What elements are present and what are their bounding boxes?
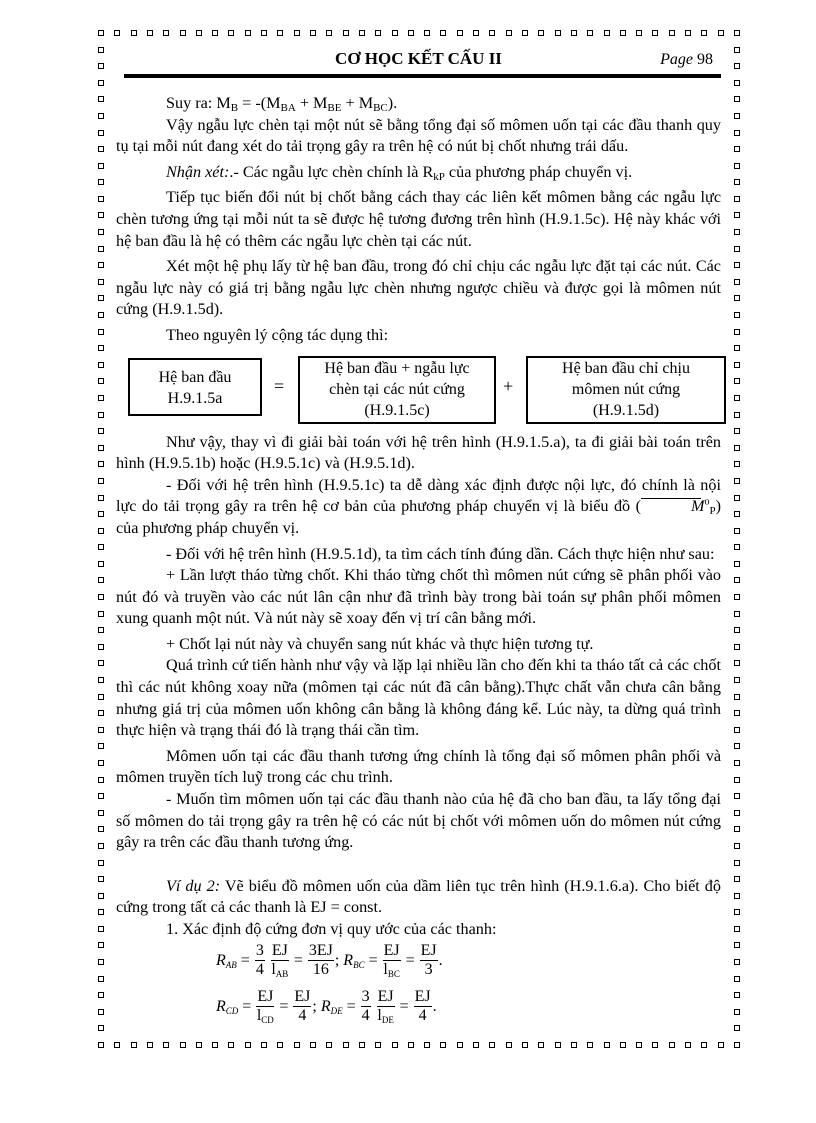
header-rule	[124, 74, 721, 78]
border-dot	[98, 312, 104, 318]
border-dot	[718, 1042, 724, 1048]
border-dot	[163, 30, 169, 36]
border-dot	[734, 312, 740, 318]
paragraph-remark: Nhận xét:.- Các ngẫu lực chèn chính là $R_{kP}$ của phương pháp chuyển vị.	[166, 162, 633, 183]
border-dot	[98, 627, 104, 633]
border-dot	[392, 30, 398, 36]
border-dot	[604, 30, 610, 36]
border-dot	[734, 727, 740, 733]
border-dot	[587, 30, 593, 36]
page-label: Page	[660, 51, 693, 68]
border-dot	[98, 63, 104, 69]
border-dot	[310, 30, 316, 36]
border-dot	[212, 30, 218, 36]
superposition-diagram	[116, 356, 721, 426]
border-dot	[212, 1042, 218, 1048]
border-dot	[424, 1042, 430, 1048]
border-dot	[734, 428, 740, 434]
border-dot	[98, 561, 104, 567]
border-dot	[734, 561, 740, 567]
border-dot	[555, 30, 561, 36]
border-dot	[734, 212, 740, 218]
border-dot	[457, 1042, 463, 1048]
border-dot	[98, 528, 104, 534]
border-dot	[228, 1042, 234, 1048]
border-dot	[734, 826, 740, 832]
border-dot	[98, 279, 104, 285]
border-dot	[326, 1042, 332, 1048]
border-dot	[114, 30, 120, 36]
border-dot	[98, 942, 104, 948]
border-dot	[98, 246, 104, 252]
border-dot	[98, 760, 104, 766]
border-dot	[98, 959, 104, 965]
border-dot	[587, 1042, 593, 1048]
border-dot	[98, 1025, 104, 1031]
border-dot	[98, 30, 104, 36]
border-dot	[734, 611, 740, 617]
paragraph-example-2: Ví dụ 2: Vẽ biểu đồ mômen uốn của dầm liên tục trên hình (H.9.1.6.a). Cho biết độ cứng trong tất cả các thanh là EJ = const.	[116, 876, 721, 917]
border-dot	[636, 30, 642, 36]
border-dot	[734, 445, 740, 451]
border-dot	[114, 1042, 120, 1048]
page-number-value: 98	[697, 51, 713, 68]
border-dot	[98, 179, 104, 185]
border-dot	[489, 30, 495, 36]
border-dot	[98, 229, 104, 235]
border-dot	[734, 412, 740, 418]
equals-sign: =	[274, 375, 285, 396]
border-dot	[440, 30, 446, 36]
border-dot	[98, 212, 104, 218]
border-dot	[734, 146, 740, 152]
plus-sign: +	[503, 375, 514, 396]
border-dot	[98, 544, 104, 550]
border-dot	[98, 329, 104, 335]
border-dot	[701, 1042, 707, 1048]
border-dot	[98, 196, 104, 202]
border-dot	[98, 478, 104, 484]
border-dot	[734, 976, 740, 982]
paragraph-release-locks: + Lần lượt tháo từng chốt. Khi tháo từng chốt thì mômen nút cứng sẽ phân phối vào nút đó và truyền vào các nút lân cận như đã trình bày trong bài toán sự phân phối mômen xung quanh một nút. Và nút này sẽ xoay đến vị trí cân bằng mới.	[116, 566, 721, 628]
border-dot	[98, 495, 104, 501]
border-dot	[734, 710, 740, 716]
border-dot	[652, 1042, 658, 1048]
border-dot	[473, 1042, 479, 1048]
border-dot	[375, 30, 381, 36]
border-dot	[147, 30, 153, 36]
border-dot	[277, 30, 283, 36]
border-dot	[734, 495, 740, 501]
border-dot	[734, 677, 740, 683]
border-dot	[98, 262, 104, 268]
border-dot	[734, 295, 740, 301]
border-dot	[147, 1042, 153, 1048]
border-dot	[131, 1042, 137, 1048]
border-dot	[734, 113, 740, 119]
border-dot	[734, 1009, 740, 1015]
border-dot	[734, 63, 740, 69]
border-dot	[98, 577, 104, 583]
border-dot	[571, 30, 577, 36]
border-dot	[652, 30, 658, 36]
border-dot	[98, 743, 104, 749]
border-dot	[734, 926, 740, 932]
border-dot	[98, 461, 104, 467]
border-dot	[228, 30, 234, 36]
border-dot	[734, 478, 740, 484]
paragraph-moment-b: Suy ra: $M_B = -(M_{BA} + M_{BE} + M_{BC})$.	[166, 94, 398, 114]
border-dot	[98, 644, 104, 650]
page-number	[660, 49, 713, 71]
border-dot	[734, 229, 740, 235]
border-dot	[98, 611, 104, 617]
border-dot	[734, 627, 740, 633]
paragraph-auxiliary-system: Xét một hệ phụ lấy từ hệ ban đầu, trong đó chỉ chịu các ngẫu lực đặt tại các nút. Các ngẫu lực này có giá trị bằng ngẫu lực chèn nhưng ngược chiều và được gọi là mômen nút cứng (H.9.1.5d).	[116, 257, 721, 319]
border-dot	[734, 362, 740, 368]
border-dot	[571, 1042, 577, 1048]
border-dot	[734, 279, 740, 285]
paragraph-instead: Như vậy, thay vì đi giải bài toán với hệ trên hình (H.9.1.5.a), ta đi giải bài toán trên hình (H.9.5.1b) hoặc (H.9.5.1c) và (H.9.5.1d).	[116, 432, 721, 473]
border-dot	[734, 810, 740, 816]
border-dot	[506, 30, 512, 36]
border-dot	[310, 1042, 316, 1048]
border-dot	[98, 926, 104, 932]
paragraph-superposition: Theo nguyên lý cộng tác dụng thì:	[166, 325, 389, 344]
border-dot	[555, 1042, 561, 1048]
border-dot	[734, 544, 740, 550]
border-dot	[734, 345, 740, 351]
border-dot	[98, 113, 104, 119]
border-dot	[326, 30, 332, 36]
border-dot	[440, 1042, 446, 1048]
border-dot	[98, 710, 104, 716]
border-dot	[734, 793, 740, 799]
border-dot	[718, 30, 724, 36]
border-dot	[457, 30, 463, 36]
border-dot	[734, 644, 740, 650]
rigid-joint-moment-box: Hệ ban đầu chỉ chịu mômen nút cứng (H.9.1.5d)	[526, 356, 726, 424]
border-dot	[98, 909, 104, 915]
border-dot	[538, 1042, 544, 1048]
border-dot	[734, 30, 740, 36]
border-dot	[734, 96, 740, 102]
border-dot	[734, 179, 740, 185]
border-dot	[734, 876, 740, 882]
border-dot	[734, 909, 740, 915]
paragraph-transform: Tiếp tục biến đổi nút bị chốt bằng cách thay các liên kết mômen bằng các ngẫu lực chèn tương ứng tại mỗi nút ta sẽ được hệ tương đương trên hình (H.9.1.5c). Hệ này khác với hệ ban đầu là hệ có thêm các ngẫu lực chèn tại các nút.	[116, 188, 721, 250]
border-dot	[98, 677, 104, 683]
border-dot	[98, 1009, 104, 1015]
border-dot	[522, 1042, 528, 1048]
border-dot	[408, 1042, 414, 1048]
border-dot	[734, 694, 740, 700]
border-dot	[261, 30, 267, 36]
border-dot	[669, 30, 675, 36]
border-dot	[294, 1042, 300, 1048]
formula-rcd-rde: $R_{CD}$ = $\frac{EJ}{l_{CD}}$ = $\frac{EJ}{4}$ ; $R_{DE}$ = $\frac{3}{4}$ $\frac{EJ}{l_{DE}}$ = $\frac{EJ}{4}$ .	[216, 988, 437, 1026]
border-dot	[98, 295, 104, 301]
border-dot	[734, 246, 740, 252]
border-dot	[734, 196, 740, 202]
border-dot	[701, 30, 707, 36]
border-dot	[669, 1042, 675, 1048]
border-dot	[98, 810, 104, 816]
border-dot	[98, 345, 104, 351]
border-dot	[734, 942, 740, 948]
border-dot	[98, 860, 104, 866]
border-dot	[196, 30, 202, 36]
border-dot	[98, 378, 104, 384]
border-dot	[98, 594, 104, 600]
border-dot	[98, 893, 104, 899]
border-dot	[522, 30, 528, 36]
border-dot	[98, 428, 104, 434]
paragraph-system-c: - Đối với hệ trên hình (H.9.5.1c) ta dễ dàng xác định được nội lực, đó chính là nội lực do tải trọng gây ra trên hệ cơ bản của phương pháp chuyển vị là biểu đồ ( $M^o_P$) của phương pháp chuyển vị.	[116, 475, 721, 537]
border-dot	[734, 378, 740, 384]
border-dot	[489, 1042, 495, 1048]
body-text	[116, 93, 721, 1027]
border-dot	[734, 743, 740, 749]
paragraph-step-1: 1. Xác định độ cứng đơn vị quy ước của các thanh:	[166, 920, 497, 938]
border-dot	[98, 992, 104, 998]
border-dot	[98, 47, 104, 53]
border-dot	[163, 1042, 169, 1048]
border-dot	[734, 860, 740, 866]
border-dot	[734, 1025, 740, 1031]
border-dot	[734, 760, 740, 766]
border-dot	[734, 528, 740, 534]
border-dot	[359, 30, 365, 36]
border-dot	[734, 777, 740, 783]
border-dot	[98, 660, 104, 666]
border-dot	[98, 1042, 104, 1048]
border-dot	[636, 1042, 642, 1048]
border-dot	[620, 1042, 626, 1048]
border-dot	[506, 1042, 512, 1048]
border-dot	[98, 362, 104, 368]
border-dot	[261, 1042, 267, 1048]
border-dot	[685, 30, 691, 36]
border-dot	[734, 959, 740, 965]
border-dot	[98, 130, 104, 136]
border-dot	[734, 329, 740, 335]
border-dot	[98, 777, 104, 783]
paragraph-couple-sum: Vậy ngẫu lực chèn tại một nút sẽ bằng tổng đại số mômen uốn tại các đầu thanh quy tụ tại mỗi nút đang xét do tải trọng gây ra trên hệ có nút bị chốt nhưng trái dấu.	[116, 115, 721, 156]
border-dot	[98, 445, 104, 451]
border-dot	[734, 577, 740, 583]
border-dot	[245, 1042, 251, 1048]
border-dot	[604, 1042, 610, 1048]
border-dot	[98, 395, 104, 401]
paragraph-system-d: - Đối với hệ trên hình (H.9.5.1d), ta tìm cách tính đúng dần. Cách thực hiện như sau:	[166, 544, 715, 563]
border-dot	[98, 80, 104, 86]
border-dot	[98, 976, 104, 982]
paragraph-find-moments: - Muốn tìm mômen uốn tại các đầu thanh nào của hệ đã cho ban đầu, ta lấy tổng đại số mômen do tải trọng gây ra trên hệ có các nút bị chốt với mômen uốn do mômen nút cứng gây ra trên các đầu thanh tương ứng.	[116, 790, 721, 852]
border-dot	[98, 793, 104, 799]
border-dot	[424, 30, 430, 36]
border-dot	[734, 130, 740, 136]
border-dot	[98, 876, 104, 882]
border-dot	[734, 80, 740, 86]
original-system-box: Hệ ban đầu H.9.1.5a	[128, 358, 262, 416]
border-dot	[98, 96, 104, 102]
border-dot	[734, 461, 740, 467]
border-dot	[734, 395, 740, 401]
border-dot	[734, 893, 740, 899]
border-dot	[277, 1042, 283, 1048]
border-dot	[538, 30, 544, 36]
paragraph-end-moments: Mômen uốn tại các đầu thanh tương ứng chính là tổng đại số mômen phân phối và mômen truyền tích luỹ trong các chu trình.	[116, 746, 721, 787]
page-header	[116, 44, 721, 74]
border-dot	[734, 262, 740, 268]
page-content	[116, 44, 721, 1026]
border-dot	[98, 694, 104, 700]
border-dot	[392, 1042, 398, 1048]
border-dot	[98, 511, 104, 517]
page-title: CƠ HỌC KẾT CẤU II	[335, 49, 502, 68]
paragraph-relock: + Chốt lại nút này và chuyển sang nút khác và thực hiện tương tự.	[166, 634, 594, 653]
border-dot	[98, 146, 104, 152]
border-dot	[343, 1042, 349, 1048]
border-dot	[620, 30, 626, 36]
border-dot	[196, 1042, 202, 1048]
border-dot	[408, 30, 414, 36]
border-dot	[685, 1042, 691, 1048]
border-dot	[734, 660, 740, 666]
border-dot	[180, 1042, 186, 1048]
border-dot	[98, 843, 104, 849]
border-dot	[98, 163, 104, 169]
border-dot	[734, 163, 740, 169]
border-dot	[734, 47, 740, 53]
border-dot	[734, 1042, 740, 1048]
border-dot	[734, 511, 740, 517]
border-dot	[294, 30, 300, 36]
border-dot	[98, 727, 104, 733]
paragraph-iteration: Quá trình cứ tiến hành như vậy và lặp lại nhiều lần cho đến khi ta tháo tất cả các chốt thì các nút không xoay nữa (mômen tại các nút đã cân bằng).Thực chất vẫn chưa cân bằng nhưng giá trị của mômen uốn không cân bằng là không đáng kể. Lúc này, ta dừng quá trình thực hiện và trạng thái đó là trạng thái cần tìm.	[116, 656, 721, 740]
border-dot	[98, 826, 104, 832]
border-dot	[245, 30, 251, 36]
border-dot	[473, 30, 479, 36]
border-dot	[131, 30, 137, 36]
system-with-couples-box: Hệ ban đầu + ngẫu lực chèn tại các nút cứng (H.9.1.5c)	[298, 356, 496, 424]
border-dot	[180, 30, 186, 36]
border-dot	[734, 992, 740, 998]
border-dot	[98, 412, 104, 418]
border-dot	[359, 1042, 365, 1048]
formula-rab-rbc: $R_{AB}$ = $\frac{3}{4}$ $\frac{EJ}{l_{AB}}$ = $\frac{3EJ}{16}$ ; $R_{BC}$ = $\frac{EJ}{l_{BC}}$ = $\frac{EJ}{3}$ .	[216, 942, 443, 980]
border-dot	[734, 594, 740, 600]
border-dot	[343, 30, 349, 36]
border-dot	[375, 1042, 381, 1048]
border-dot	[734, 843, 740, 849]
